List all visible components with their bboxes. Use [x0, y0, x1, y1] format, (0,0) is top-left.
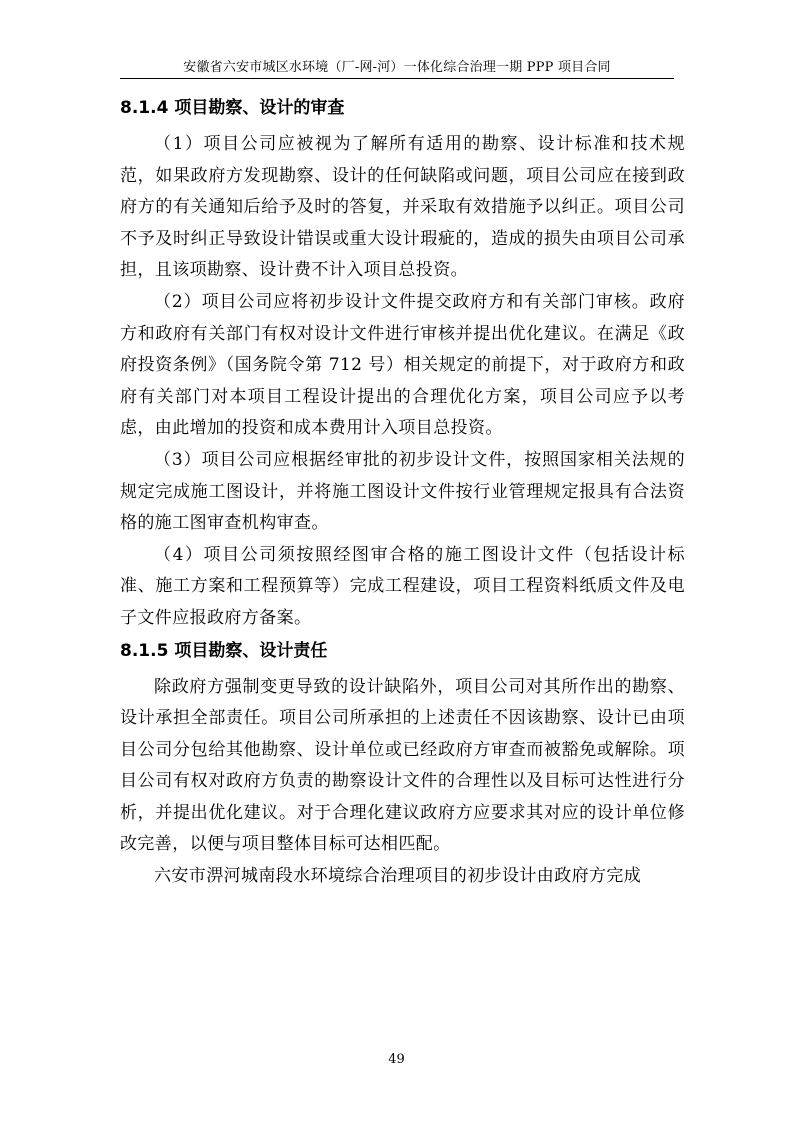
section-8-1-4 [120, 96, 685, 635]
paragraph: （4）项目公司须按照经图审合格的施工图设计文件（包括设计标准、施工方案和工程预算等）完成工程建设，项目工程资料纸质文件及电子文件应报政府方备案。 [120, 544, 685, 628]
paragraph: （1）项目公司应被视为了解所有适用的勘察、设计标准和技术规范，如果政府方发现勘察、设计的任何缺陷或问题，项目公司应在接到政府方的有关通知后给予及时的答复，并采取有效措施予以纠正。项目公司不予及时纠正导致设计错误或重大设计瑕疵的，造成的损失由项目公司承担，且该项勘察、设计费不计入项目总投资。 [120, 134, 685, 281]
section-heading: 8.1.5 项目勘察、设计责任 [120, 640, 328, 661]
section-heading: 8.1.4 项目勘察、设计的审查 [120, 98, 345, 118]
running-header: 安徽省六安市城区水环境（厂-网-河）一体化综合治理一期 PPP 项目合同 [183, 60, 611, 75]
paragraph: 六安市淠河城南段水环境综合治理项目的初步设计由政府方完成 [154, 866, 642, 887]
section-8-1-5 [120, 639, 685, 893]
paragraph: （2）项目公司应将初步设计文件提交政府方和有关部门审核。政府方和政府有关部门有权对设计文件进行审核并提出优化建议。在满足《政府投资条例》（国务院令第 712 号）相关规定的前提下，对于政府方和政府有关部门对本项目工程设计提出的合理优化方案，项目公司应予以考虑，由此增加的投资和成本费用计入项目总投资。 [120, 291, 685, 439]
paragraph: 除政府方强制变更导致的设计缺陷外，项目公司对其所作出的勘察、设计承担全部责任。项目公司所承担的上述责任不因该勘察、设计已由项目公司分包给其他勘察、设计单位或已经政府方审查而被豁免或解除。项目公司有权对政府方负责的勘察设计文件的合理性以及目标可达性进行分析，并提出优化建议。对于合理化建议政府方应要求其对应的设计单位修改完善，以便与项目整体目标可达相匹配。 [120, 676, 685, 855]
page-content [120, 92, 685, 893]
paragraph: （3）项目公司应根据经审批的初步设计文件，按照国家相关法规的规定完成施工图设计，并将施工图设计文件按行业管理规定报具有合法资格的施工图审查机构审查。 [120, 449, 685, 534]
header-rule [120, 78, 674, 79]
page-number: 49 [388, 1052, 405, 1067]
